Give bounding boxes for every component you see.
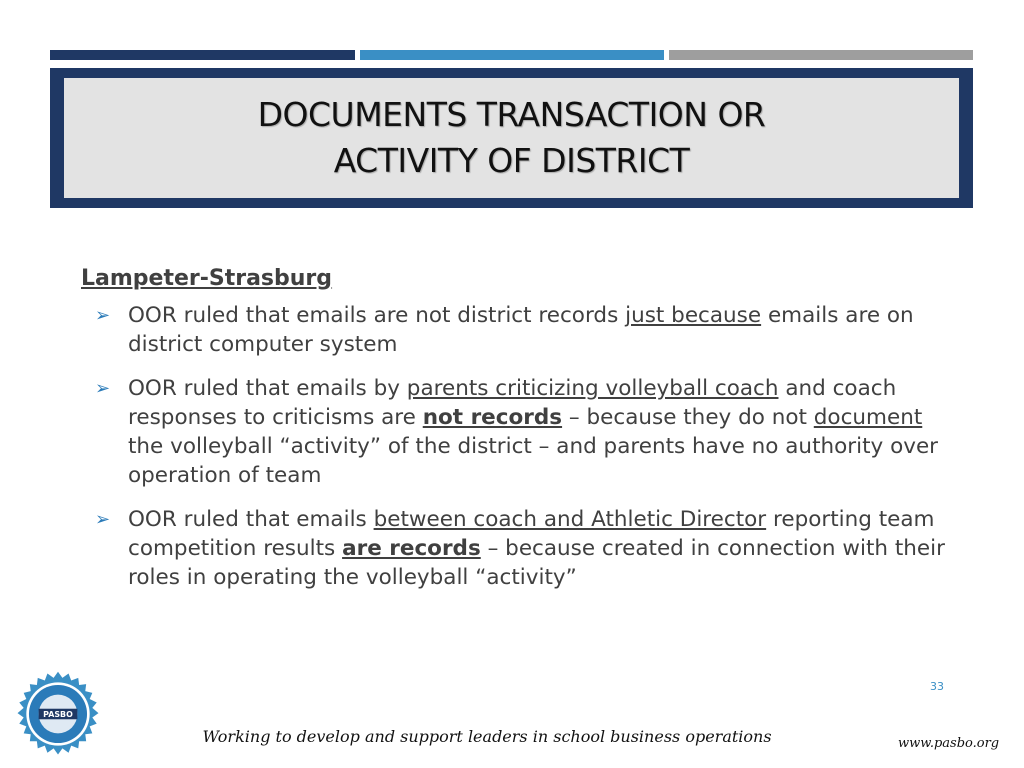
title-box [64,78,959,198]
bullet-text: reporting team competition results [128,507,935,561]
logo-text: PASBO [43,710,73,720]
bullet-item [81,301,961,359]
section-heading: Lampeter-Strasburg [81,266,333,291]
accent-bar-gray [669,50,973,60]
bullet-item [81,505,961,592]
arrow-bullet-icon: ➢ [95,305,111,326]
bullet-text: OOR ruled that emails by [128,376,407,401]
accent-bar-navy [50,50,355,60]
underlined-text: between coach and Athletic Director [373,507,767,532]
underlined-text: parents criticizing volleyball coach [406,376,779,401]
accent-bar-blue [360,50,664,60]
footer-tagline: Working to develop and support leaders in school business operations [202,727,772,746]
bullet-text: and coach responses to criticisms are [128,376,897,430]
page-title-line-2: ACTIVITY OF DISTRICT [333,141,690,180]
bullet-text: the volleyball “activity” of the district – and parents have no authority over operation of team [128,434,939,488]
arrow-bullet-icon: ➢ [95,509,111,530]
arrow-bullet-icon: ➢ [95,378,111,399]
bullet-text: emails are on district computer system [128,303,914,357]
footer-url[interactable]: www.pasbo.org [898,736,1000,751]
bullet-text: OOR ruled that emails are not district records [128,303,626,328]
bullet-text: OOR ruled that emails [128,507,374,532]
title-frame [50,68,973,208]
page-number: 33 [930,680,944,693]
bold-underlined-text: are records [342,536,481,561]
underlined-text: document [813,405,923,430]
page-title-line-1: DOCUMENTS TRANSACTION OR [257,95,766,134]
bullet-text: – because they do not [562,405,814,430]
underlined-text: just because [625,303,762,328]
bullet-text: – because created in connection with their roles in operating the volleyball “activity” [128,536,945,590]
slide-body [81,266,961,607]
bold-underlined-text: not records [422,405,563,430]
bullet-item [81,374,961,490]
